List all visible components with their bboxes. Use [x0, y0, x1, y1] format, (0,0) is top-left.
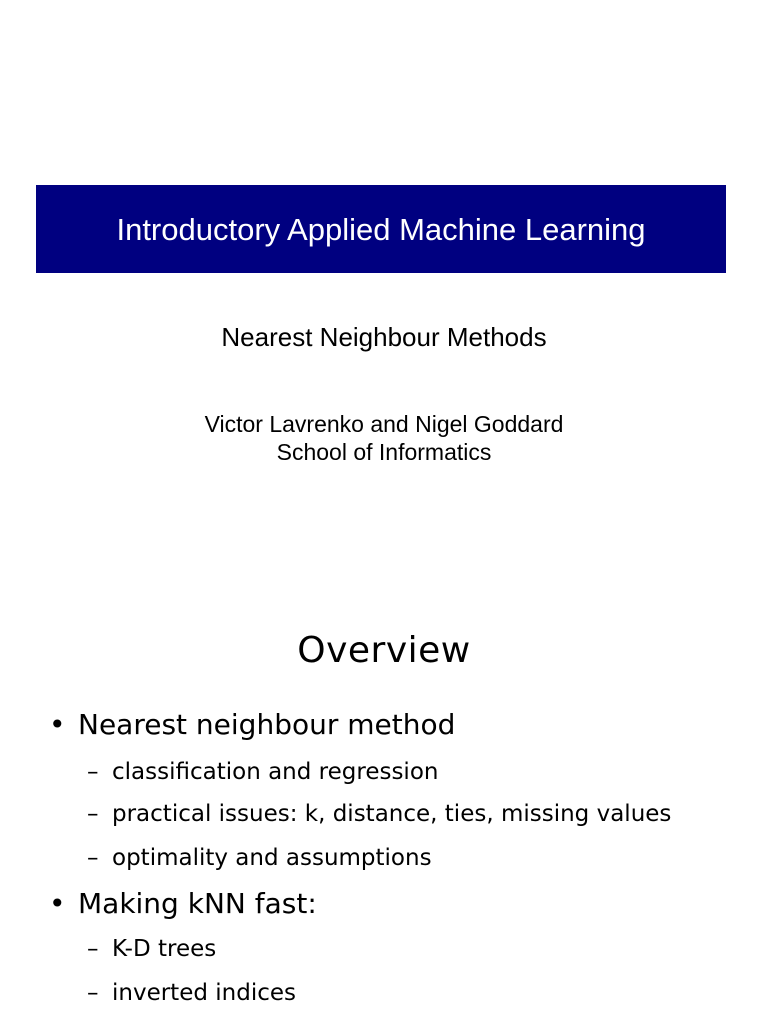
dash-icon: – — [87, 801, 99, 827]
dash-icon: – — [87, 759, 99, 785]
course-title-banner — [36, 185, 726, 273]
subbullet-text: optimality and assumptions — [112, 845, 432, 871]
subbullet-text: inverted indices — [112, 980, 296, 1006]
bullet-text: Nearest neighbour method — [78, 708, 456, 741]
dash-icon: – — [87, 845, 99, 871]
affiliation: School of Informatics — [276, 439, 492, 465]
bullet-dot-icon: • — [49, 708, 66, 741]
bullet-dot-icon: • — [49, 887, 66, 920]
dash-icon: – — [87, 980, 99, 1006]
bullet-text: Making kNN fast: — [78, 887, 317, 920]
overview-title: Overview — [297, 630, 471, 671]
subbullet-text: K-D trees — [112, 936, 217, 962]
authors-block — [0, 410, 768, 466]
dash-icon: – — [87, 936, 99, 962]
subbullet-text: practical issues: k, distance, ties, missing values — [112, 801, 672, 827]
lecture-title: Nearest Neighbour Methods — [221, 322, 547, 352]
subbullet-text: classification and regression — [112, 759, 439, 785]
author-names: Victor Lavrenko and Nigel Goddard — [204, 411, 564, 437]
course-title: Introductory Applied Machine Learning — [116, 211, 646, 247]
